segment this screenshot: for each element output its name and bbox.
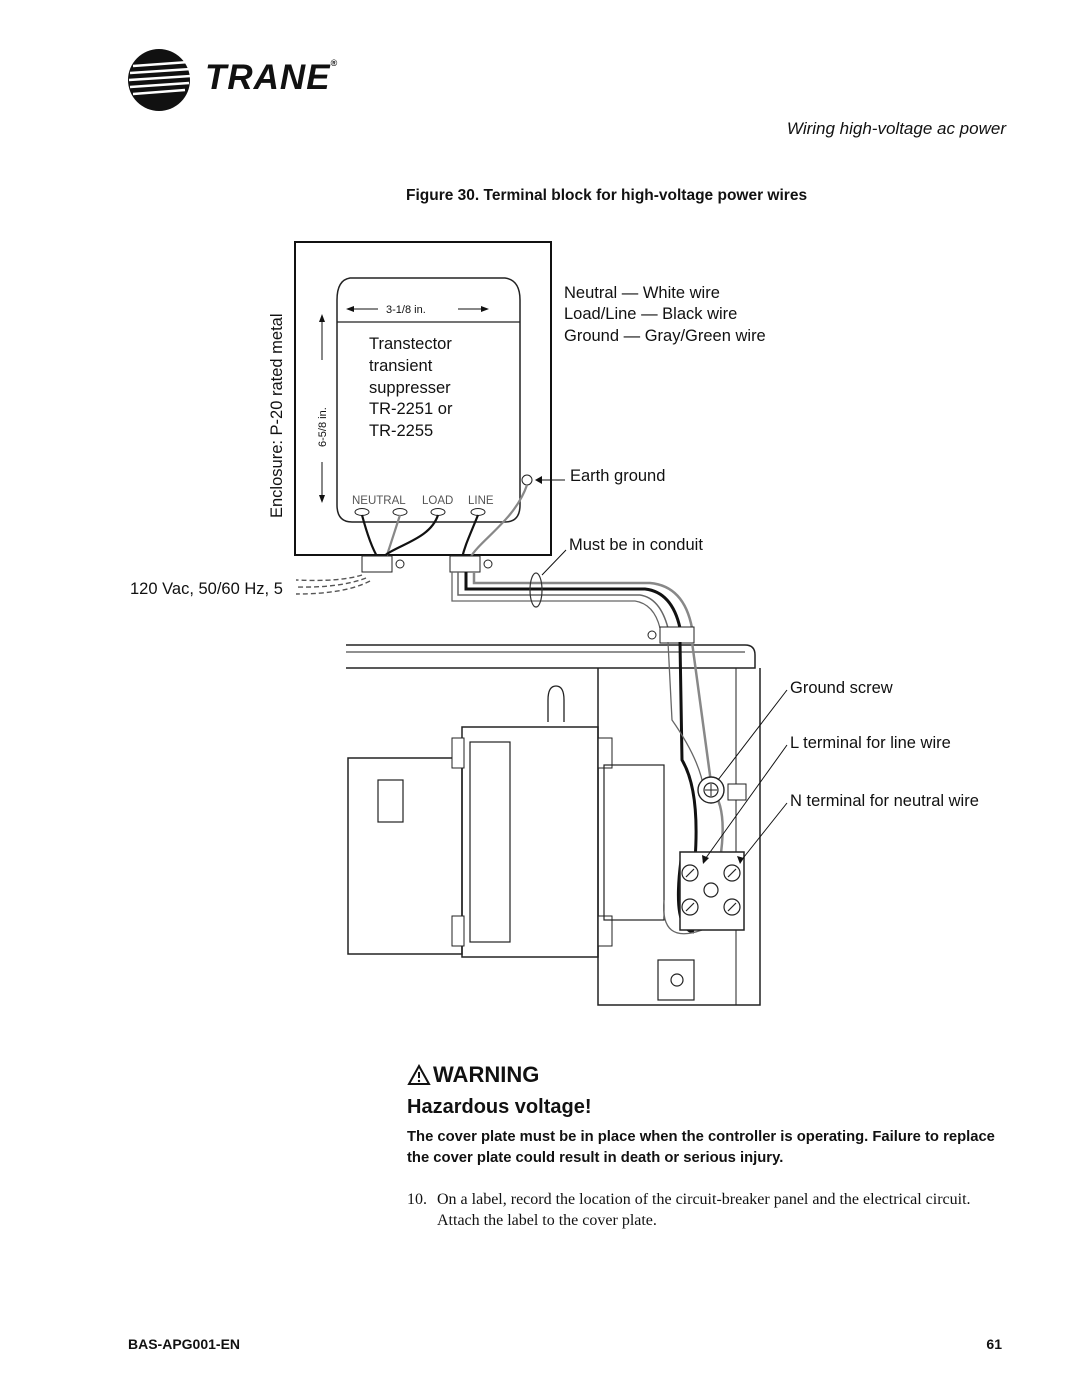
legend-load-line: Load/Line — Black wire [564,305,738,323]
section-title: Wiring high-voltage ac power [786,119,1006,138]
ground-screw-label: Ground screw [790,679,893,697]
warning-title: WARNING [433,1062,540,1087]
enclosure-label: Enclosure: P-20 rated metal [268,313,286,518]
earth-ground-screw [522,475,532,485]
device-line-3: suppresser [369,379,451,397]
step-text: On a label, record the location of the circuit-breaker panel and the electrical circuit. Attach the label to the cover plate. [437,1191,971,1229]
terminal-line: LINE [468,495,494,507]
device-line-4: TR-2251 or [369,400,453,418]
conduit-label: Must be in conduit [569,536,703,554]
warning-triangle-icon [407,1064,431,1086]
warning-heading [407,1062,539,1088]
figure-caption: Figure 30. Terminal block for high-voltage power wires [406,187,808,204]
warning-subtitle: Hazardous voltage! [407,1096,592,1118]
step-number: 10. [407,1191,427,1208]
legend-neutral: Neutral — White wire [564,284,720,302]
earth-ground-label: Earth ground [570,467,666,485]
device-line-5: TR-2255 [369,422,434,440]
warning-body: The cover plate must be in place when the controller is operating. Failure to replace the cover plate could result in death or serious injury. [407,1129,995,1166]
height-dimension: 6-5/8 in. [317,407,329,447]
l-terminal-label: L terminal for line wire [790,734,951,752]
enclosure-box [295,242,551,555]
device-line-2: transient [369,357,433,375]
supply-label: 120 Vac, 50/60 Hz, 5 [130,580,283,598]
terminal-neutral: NEUTRAL [352,495,406,507]
n-terminal-label: N terminal for neutral wire [790,792,979,810]
legend-ground: Ground — Gray/Green wire [564,327,766,345]
brand-wordmark: TRANE® [205,58,339,97]
page-number: 61 [986,1336,1002,1352]
transformer [462,727,598,957]
document-id: BAS-APG001-EN [128,1336,241,1352]
device-line-1: Transtector [369,335,452,353]
terminal-load: LOAD [422,495,454,507]
width-dimension: 3-1/8 in. [386,304,426,316]
